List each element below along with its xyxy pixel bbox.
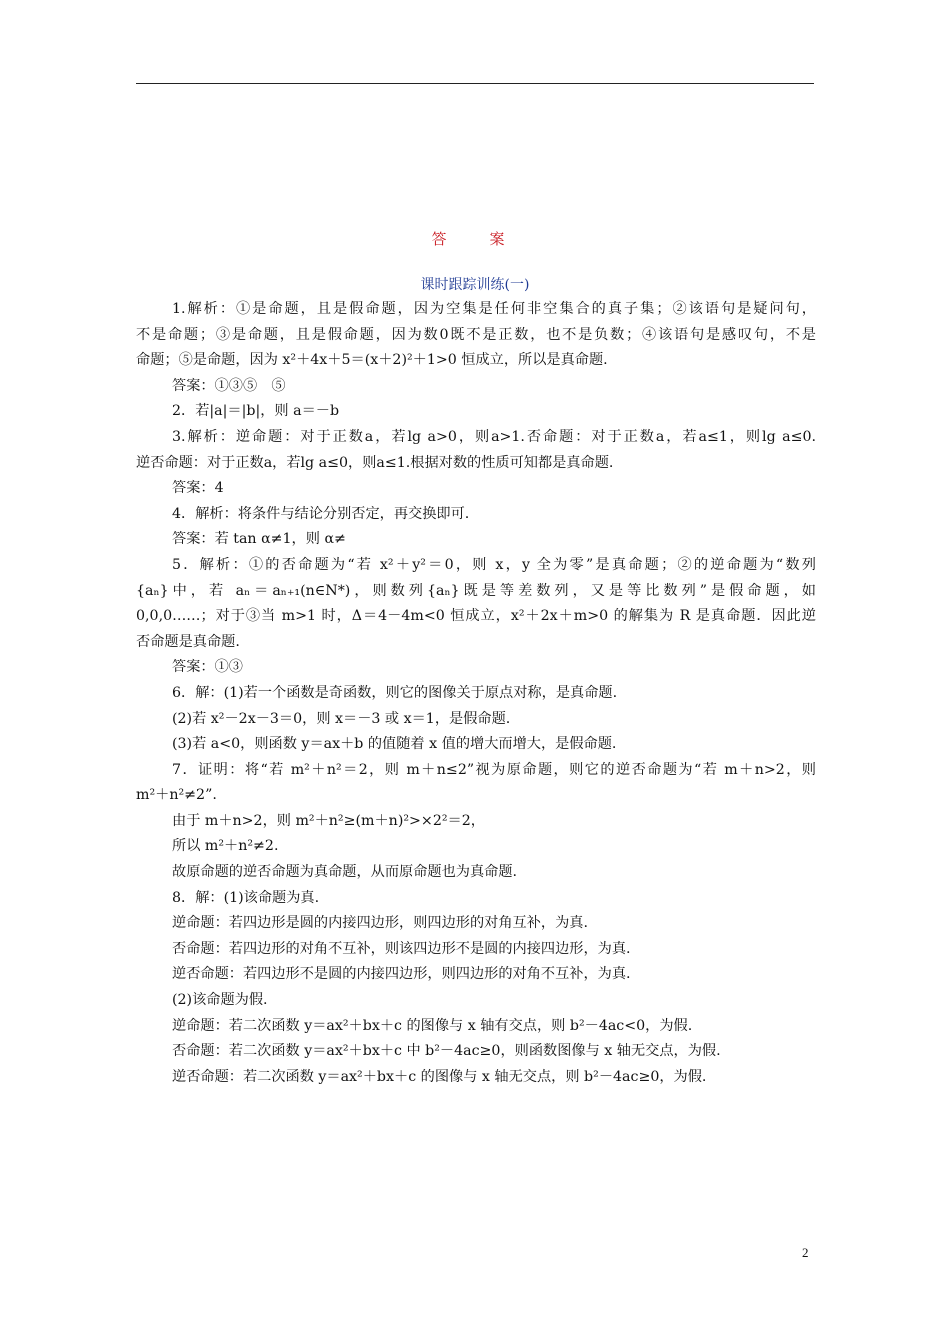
text-line: 所以 m²＋n²≠2. — [172, 838, 279, 855]
text-line: (3)若 a<0，则函数 y＝ax＋b 的值随着 x 值的增大而增大，是假命题. — [172, 736, 617, 753]
text-line: 逆命题：若二次函数 y＝ax²＋bx＋c 的图像与 x 轴有交点，则 b²－4ac<0，为假. — [172, 1017, 693, 1034]
text-line: 1.解析：①是命题，且是假命题，因为空集是任何非空集合的真子集；②该语句是疑问句， — [172, 301, 816, 317]
text-line: 答案：若 tan α≠1，则 α≠ — [172, 531, 346, 548]
text-line: 由于 m＋n>2，则 m²＋n²≥(m＋n)²>×2²＝2， — [172, 812, 485, 829]
text-line: {aₙ}中，若 aₙ＝aₙ₊₁(n∈N*)，则数列{aₙ}既是等差数列，又是等比数列”是假命题，如 — [136, 582, 816, 599]
text-line: 逆命题：若四边形是圆的内接四边形，则四边形的对角互补，为真. — [172, 915, 588, 932]
header-rule — [136, 83, 814, 84]
text-line: 8．解：(1)该命题为真. — [172, 889, 320, 906]
text-line: (2)该命题为假. — [172, 992, 268, 1009]
section-title: 课时跟踪训练(一) — [420, 277, 530, 293]
text-line: 不是命题；③是命题，且是假命题，因为数0既不是正数，也不是负数；④该语句是感叹句，不是 — [136, 326, 816, 343]
text-line: 否命题：若四边形的对角不互补，则该四边形不是圆的内接四边形，为真. — [172, 940, 631, 957]
text-line: 否命题是真命题. — [136, 633, 240, 650]
text-line: 命题；⑤是命题，因为 x²＋4x＋5＝(x＋2)²＋1>0 恒成立，所以是真命题. — [136, 352, 608, 369]
text-line: (2)若 x²－2x－3＝0，则 x＝－3 或 x＝1，是假命题. — [172, 710, 511, 727]
text-line: 答案：①③⑤ ⑤ — [172, 377, 286, 394]
text-line: m²＋n²≠2”. — [136, 787, 217, 804]
text-line: 答案：4 — [172, 480, 224, 497]
text-line: 0,0,0……；对于③当 m>1 时，Δ＝4－4m<0 恒成立，x²＋2x＋m>0 的解集为 R 是真命题．因此逆 — [136, 608, 816, 625]
answer-body — [136, 297, 816, 1090]
text-line: 4．解析：将条件与结论分别否定，再交换即可. — [172, 505, 470, 522]
text-line: 逆否命题：对于正数a，若lg a≤0，则a≤1.根据对数的性质可知都是真命题. — [136, 454, 614, 471]
text-line: 2．若|a|＝|b|，则 a＝－b — [172, 403, 340, 420]
text-line: 故原命题的逆否命题为真命题，从而原命题也为真命题. — [172, 864, 518, 881]
text-line: 逆否命题：若四边形不是圆的内接四边形，则四边形的对角不互补，为真. — [172, 966, 631, 983]
text-line: 3.解析：逆命题：对于正数a，若lg a>0，则a>1.否命题：对于正数a，若a≤1，则lg a≤0. — [172, 428, 816, 445]
text-line: 7．证明：将“若 m²＋n²＝2，则 m＋n≤2”视为原命题，则它的逆否命题为“若 m＋n>2，则 — [172, 761, 816, 778]
text-line: 答案：①③ — [172, 659, 243, 676]
text-line: 逆否命题：若二次函数 y＝ax²＋bx＋c 的图像与 x 轴无交点，则 b²－4ac≥0，为假. — [172, 1068, 707, 1085]
page-number: 2 — [802, 1245, 809, 1260]
text-line: 6．解：(1)若一个函数是奇函数，则它的图像关于原点对称，是真命题. — [172, 684, 618, 701]
page-title: 答 案 — [431, 230, 519, 248]
text-line: 否命题：若二次函数 y＝ax²＋bx＋c 中 b²－4ac≥0，则函数图像与 x 轴无交点，为假. — [172, 1043, 721, 1060]
text-line: 5．解析：①的否命题为“若 x²＋y²＝0，则 x，y 全为零”是真命题；②的逆命题为“数列 — [172, 556, 816, 573]
